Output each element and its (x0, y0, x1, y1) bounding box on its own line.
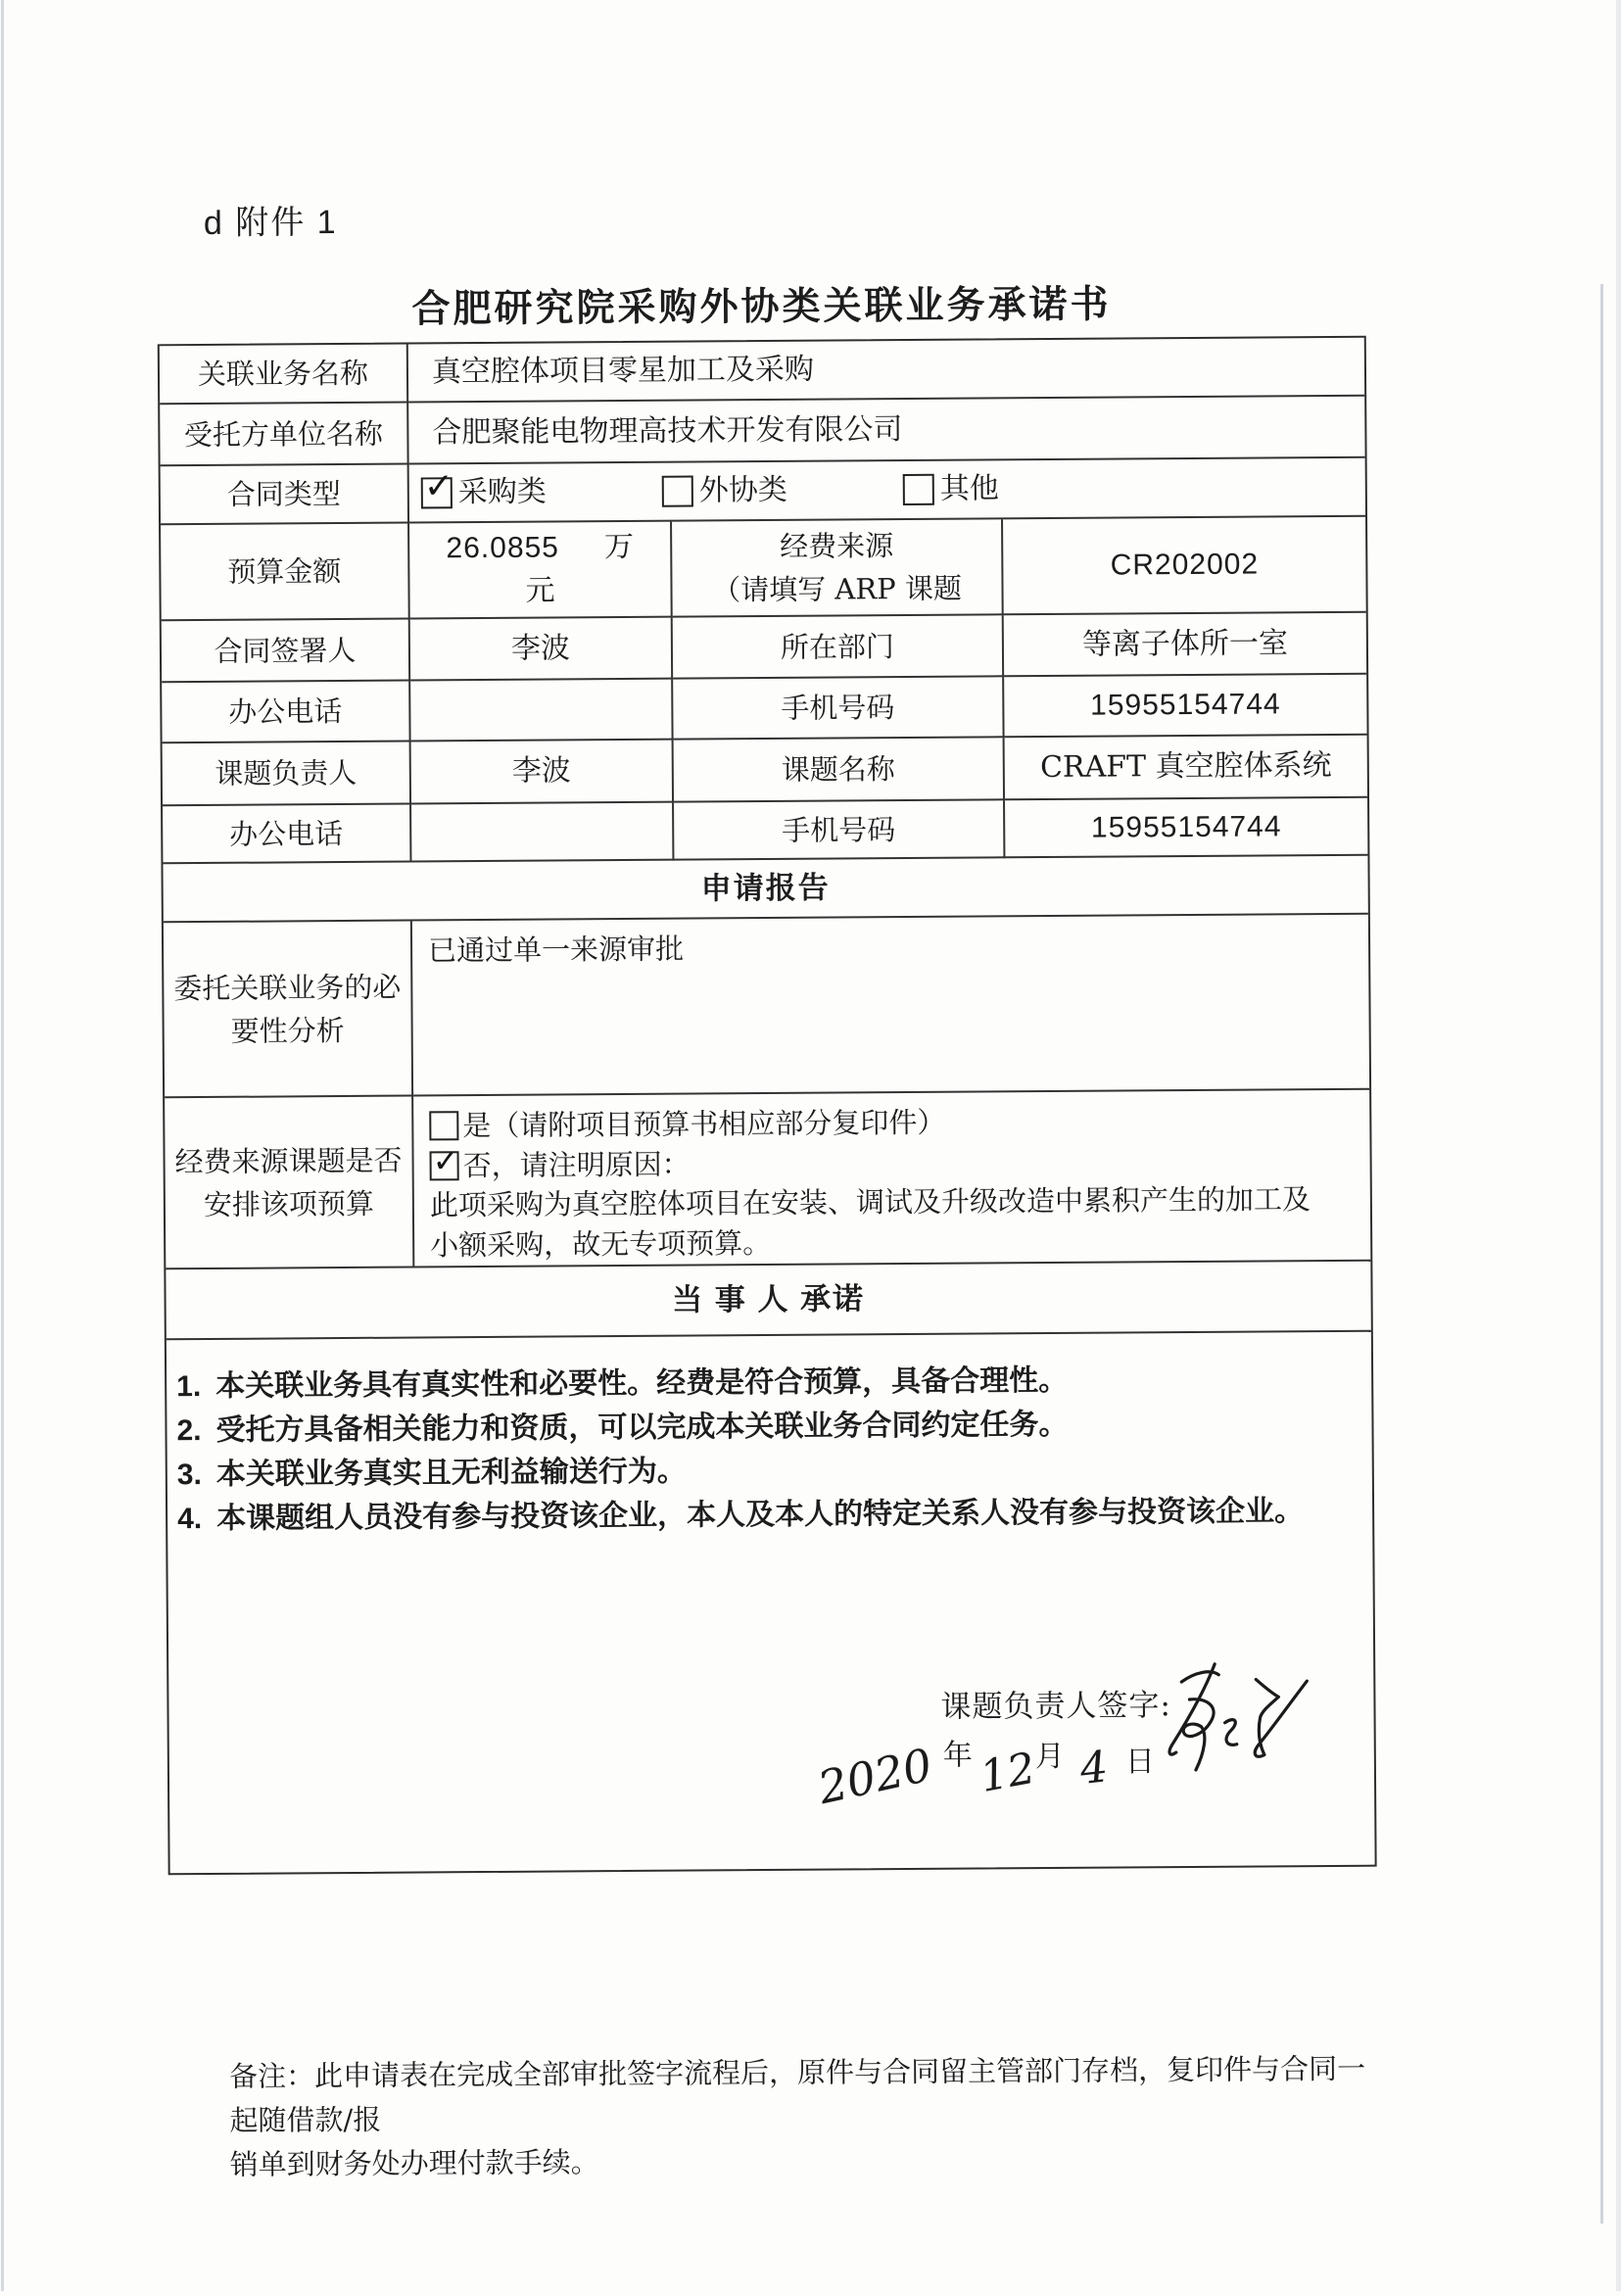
label-contract-type: 合同类型 (161, 465, 409, 526)
list-item: 1. 本关联业务具有真实性和必要性。经费是符合预算，具备合理性。 (176, 1363, 1069, 1404)
checkbox-icon (429, 1111, 458, 1140)
value-project-name: CRAFT 真空腔体系统 (1005, 736, 1367, 801)
value-project-leader: 李波 (411, 741, 674, 805)
option-yes-label: 是（请附项目预算书相应部分复印件） (462, 1105, 946, 1143)
reason-line-2: 小额采购，故无专项预算。 (430, 1225, 772, 1262)
page-title: 合肥研究院采购外协类关联业务承诺书 (411, 283, 1112, 331)
month-char: 月 (1034, 1739, 1065, 1775)
value-necessity-analysis: 已通过单一来源审批 (412, 915, 1369, 1097)
value-mobile-1: 15955154744 (1004, 675, 1366, 739)
footer-note-line-1: 备注：此申请表在完成全部审批签字流程后，原件与合同留主管部门存档，复印件与合同一起随借款/报 (228, 2051, 1366, 2137)
value-department: 等离子体所一室 (1004, 613, 1366, 678)
handwritten-year: 2020 (813, 1738, 937, 1815)
label-department: 所在部门 (673, 615, 1004, 679)
value-business-name: 真空腔体项目零星加工及采购 (408, 338, 1364, 404)
label-funding-source: 经费来源 （请填写 ARP 课题 (672, 519, 1004, 617)
check-icon: ✓ (423, 466, 454, 507)
label-business-name: 关联业务名称 (160, 345, 408, 406)
budget-amount-number: 26.0855 (446, 531, 560, 565)
section-header-application-report: 申请报告 (163, 856, 1367, 924)
checkbox-purchase (421, 466, 547, 513)
list-item: 3. 本关联业务真实且无利益输送行为。 (176, 1454, 687, 1492)
option-no (429, 1140, 691, 1185)
budget-unit-yuan: 元 (525, 573, 555, 608)
attachment-label: d 附件 1 (203, 204, 338, 242)
value-funding-source: CR202002 (1003, 517, 1366, 616)
label-project-name: 课题名称 (674, 738, 1005, 802)
value-contract-signer: 李波 (410, 618, 673, 682)
reason-line-1: 此项采购为真空腔体项目在安装、调试及升级改造中累积产生的加工及 (429, 1182, 1311, 1222)
check-icon: ✓ (432, 1140, 460, 1180)
promise-section (167, 1332, 1375, 1874)
signature-label: 课题负责人签字: (940, 1688, 1172, 1725)
footer-note (229, 2047, 1386, 2187)
label-budget-amount: 预算金额 (161, 524, 410, 622)
checkbox-outsourcing-label: 外协类 (698, 472, 787, 508)
label-mobile-2: 手机号码 (674, 800, 1005, 860)
label-contract-signer: 合同签署人 (162, 620, 410, 684)
handwritten-day: 4 (1077, 1742, 1111, 1795)
list-item: 4. 本课题组人员没有参与投资该企业，本人及本人的特定关系人没有参与投资该企业。 (177, 1494, 1305, 1536)
label-necessity-analysis: 委托关联业务的必 要性分析 (164, 922, 413, 1099)
option-yes (429, 1103, 945, 1146)
checkbox-purchase-label: 采购类 (457, 474, 547, 510)
checkbox-icon (903, 474, 934, 505)
form-table (158, 336, 1377, 1876)
value-trustee-name: 合肥聚能电物理高技术开发有限公司 (408, 397, 1364, 465)
label-office-phone-1: 办公电话 (162, 682, 410, 744)
checkbox-other (903, 469, 999, 509)
list-item: 2. 受托方具备相关能力和资质，可以完成本关联业务合同约定任务。 (176, 1407, 1069, 1448)
signature-scrawl (1160, 1655, 1327, 1803)
label-budget-arranged: 经费来源课题是否 安排该项预算 (165, 1097, 414, 1270)
label-office-phone-2: 办公电话 (163, 805, 411, 865)
section-header-party-promise: 当 事 人 承诺 (166, 1262, 1370, 1341)
value-budget-amount (409, 522, 673, 620)
value-mobile-2: 15955154744 (1005, 798, 1367, 859)
value-office-phone-1 (410, 680, 673, 742)
checkbox-other-label: 其他 (939, 471, 999, 506)
option-no-label: 否，请注明原因： (462, 1147, 691, 1182)
budget-unit-wan: 万 (603, 529, 635, 565)
label-trustee-name: 受托方单位名称 (160, 404, 408, 467)
checkbox-icon (421, 466, 454, 508)
checkbox-icon (430, 1140, 460, 1180)
label-mobile-1: 手机号码 (673, 677, 1004, 740)
checkbox-icon (662, 476, 693, 507)
contract-type-options (409, 458, 1365, 524)
footer-note-line-2: 销单到财务处办理付款手续。 (229, 2145, 599, 2181)
handwritten-month: 12 (976, 1743, 1040, 1802)
label-project-leader: 课题负责人 (163, 742, 411, 807)
year-char: 年 (942, 1738, 973, 1773)
day-char: 日 (1124, 1745, 1156, 1780)
value-budget-arranged (413, 1090, 1370, 1268)
checkbox-outsourcing (662, 471, 787, 511)
value-office-phone-2 (411, 803, 674, 863)
